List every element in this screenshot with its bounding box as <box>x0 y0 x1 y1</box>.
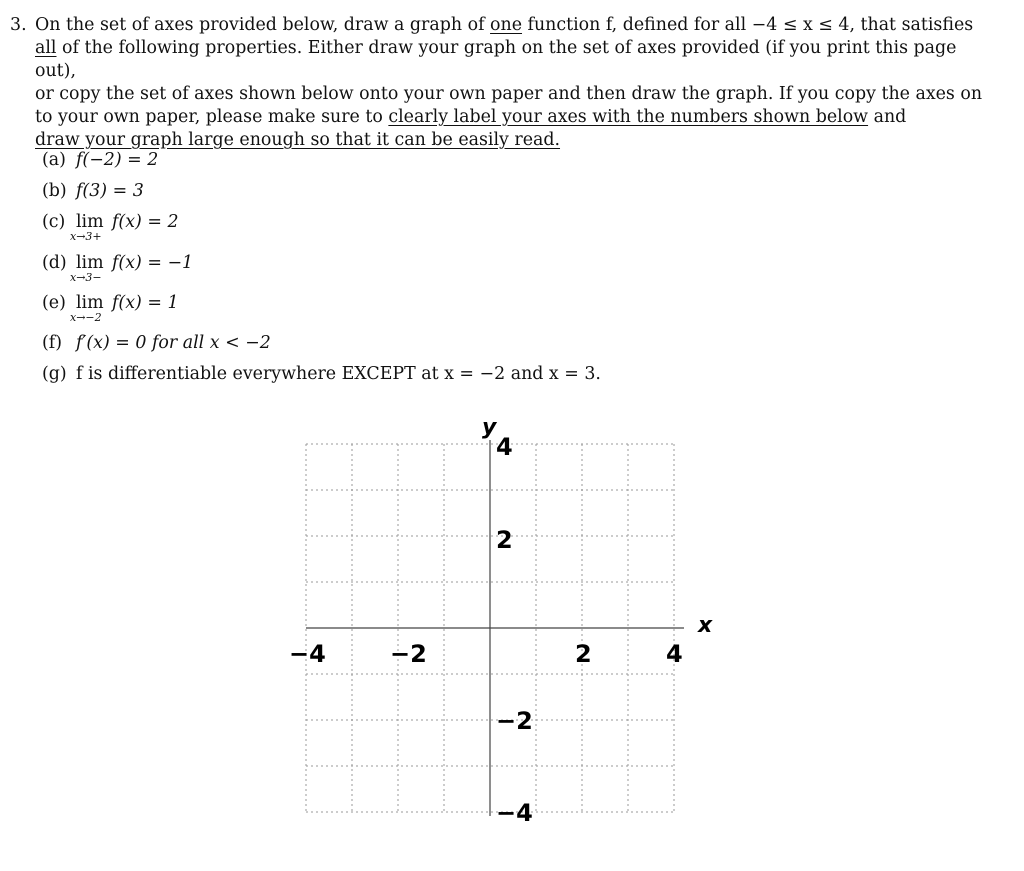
y-axis-label: y <box>482 415 497 440</box>
x-tick-label: −2 <box>390 640 427 668</box>
emphasis-large-graph: draw your graph large enough so that it can be easily read. <box>35 130 561 150</box>
emphasis-all: all <box>35 38 57 58</box>
emphasis-label-axes: clearly label your axes with the numbers shown below <box>388 107 869 127</box>
property-c: (c) lim x→3+ f(x) = 2 <box>42 212 179 243</box>
property-e: (e) lim x→−2 f(x) = 1 <box>42 293 179 324</box>
x-axis-label: x <box>698 613 713 638</box>
property-g: (g) f is differentiable everywhere EXCEPT at x = −2 and x = 3. <box>42 364 601 384</box>
y-tick-label: −4 <box>496 799 533 827</box>
y-tick-label: −2 <box>496 707 533 735</box>
problem-line-2: all of the following properties. Either draw your graph on the set of axes provided (if you print this page out), <box>35 38 957 81</box>
problem-number: 3. <box>10 15 27 35</box>
y-tick-label: 2 <box>496 526 513 554</box>
property-f: (f) f′(x) = 0 for all x < −2 <box>42 333 271 353</box>
property-d: (d) lim x→3− f(x) = −1 <box>42 253 194 284</box>
problem-line-4: to your own paper, please make sure to clearly label your axes with the numbers shown below and <box>35 107 907 127</box>
emphasis-one: one <box>490 15 523 35</box>
x-tick-label: 4 <box>666 640 683 668</box>
y-tick-label: 4 <box>496 433 513 461</box>
x-tick-label: 2 <box>575 640 592 668</box>
property-b: (b) f(3) = 3 <box>42 181 144 201</box>
problem-line-3: or copy the set of axes shown below onto your own paper and then draw the graph. If you copy the axes on <box>35 84 983 104</box>
property-a: (a) f(−2) = 2 <box>42 150 159 170</box>
x-tick-label: −4 <box>289 640 326 668</box>
problem-line-1: On the set of axes provided below, draw a graph of one function f, defined for all −4 ≤ x ≤ 4, that satisfies <box>35 15 974 35</box>
